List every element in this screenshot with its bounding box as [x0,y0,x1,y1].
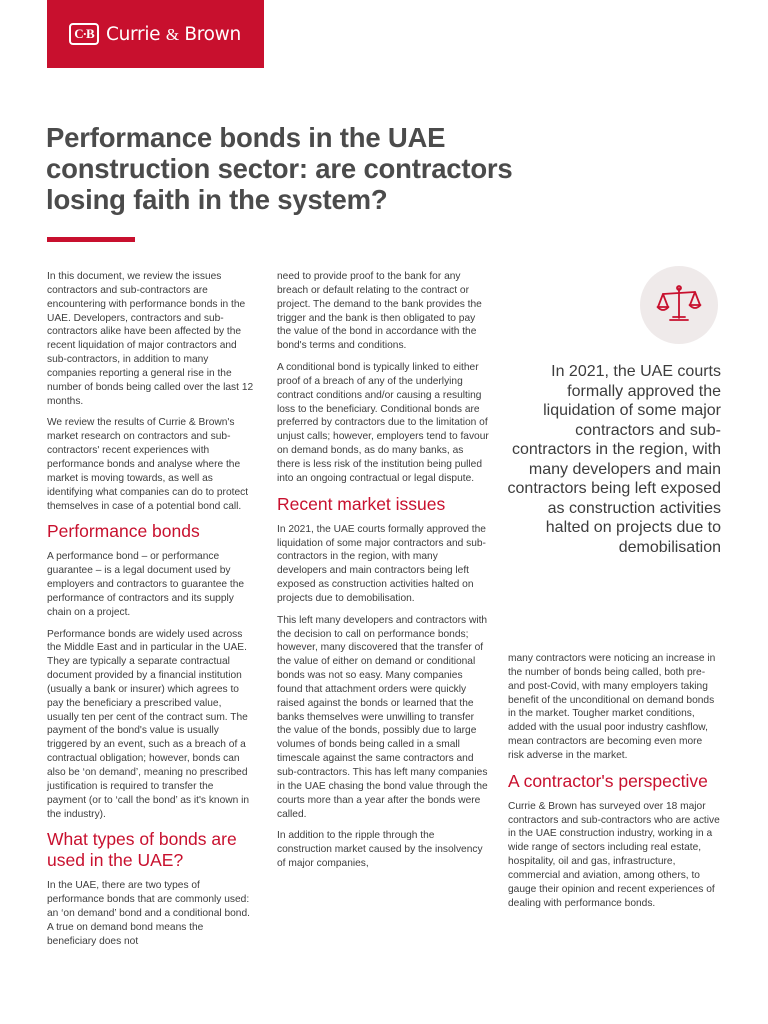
heading-bond-types: What types of bonds are used in the UAE? [47,829,237,871]
column-middle [277,270,489,879]
market-conditions-paragraph: many contractors were noticing an increase in the number of bonds being called, both pre- and post-Covid, with many employers taking benefit of the unconditional on demand bonds in the market. Tougher market conditions, added with the usual poor industry cashflow, mean contractors are becoming even more risk adverse in the market. [508,653,716,761]
logo-text [106,24,241,45]
bond-calls-paragraph: This left many developers and contractors with the decision to call on performance bonds; however, many discovered that the transfer of the value of either on demand or conditional bonds was not so easy. Many companies found that attachment orders were quickly raised against the bonds or learned that the banks themselves were unwilling to transfer the value of the bonds, possibly due to large volumes of bonds being called in a small timescale against the same contractors and sub-contractors. This has left many companies in the UAE chasing the bond value through the courts more than a year after the bonds were called. [277,614,488,820]
scales-icon [656,282,702,328]
document-title: Performance bonds in the UAE construction sector: are contractors losing faith in the system? [46,122,513,215]
scales-badge [640,266,718,344]
title-rule [47,237,135,242]
logo-name-part2: Brown [178,23,241,45]
intro-paragraph: In this document, we review the issues contractors and sub-contractors are encountering with performance bonds in the UAE. Developers, contractors and sub-contractors alike have been affected by the recent liquidation of major contractors and sub-contractors, in addition to many companies reporting a general rise in the number of bonds being called over the last 12 months. [47,271,254,407]
survey-paragraph: Currie & Brown has surveyed over 18 major contractors and sub-contractors who are active in the UAE construction industry, working in a wide range of sectors including real estate, hospitality, oil and gas, infrastructure, commercial and aviation, among others, to gauge their opinion and recent experiences of dealing with performance bonds. [508,800,720,909]
usage-paragraph: Performance bonds are widely used across the Middle East and in particular in the UAE. They are typically a separate contractual document provided by a financial institution (usually a bank or insurer) which agrees to pay the beneficiary a prescribed value, usually ten per cent of the contract sum. The payment of the bond's value is usually triggered by an event, such as a breach of a contractual obligation; however, bonds can also be ‘on demand’, meaning no prescribed justification is required to transfer the payment (or to ‘call the bond’ as it's known in the industry). [47,628,250,820]
conditional-bond-paragraph: A conditional bond is typically linked to either proof of a breach of any of the underlying contract conditions and/or causing a resulting loss to the beneficiary. Conditional bonds are preferred by contractors due to the limitation of unjust calls; however, employers tend to favour on demand bonds, as do many banks, as there is less risk of the institution being pulled into an ongoing contractual or legal dispute. [277,362,489,484]
heading-recent-market-issues: Recent market issues [277,493,446,514]
ripple-paragraph: In addition to the ripple through the construction market caused by the insolvency of major companies, [277,830,483,870]
logo-name-part1: Currie [106,23,166,45]
logo-ampersand: & [165,24,179,44]
column-right [508,652,720,919]
heading-performance-bonds: Performance bonds [47,521,200,542]
research-paragraph: We review the results of Currie & Brown's market research on contractors and sub-contractors' recent experiences with performance bonds and analyse where the market is moving towards, as well as identifying what companies can do to protect themselves in case of a potential bond call. [47,417,249,512]
brand-logo [47,0,264,68]
on-demand-paragraph: need to provide proof to the bank for any breach or default relating to the contract or project. The demand to the bank provides the trigger and the bank is then obligated to pay the value of the bond in accordance with the bond's terms and conditions. [277,271,482,352]
pull-quote: In 2021, the UAE courts formally approved the liquidation of some major contractors and sub-contractors in the region, with many developers and main contractors being left exposed as construction activities halted on projects due to demobilisation [507,363,721,556]
heading-contractors-perspective: A contractor's perspective [508,770,708,791]
liquidation-paragraph: In 2021, the UAE courts formally approved the liquidation of some major contractors and sub-contractors in the region, with many developers and main contractors being left exposed as construction activities halted on projects due to demobilisation. [277,523,486,604]
column-left [47,270,255,957]
definition-paragraph: A performance bond – or performance guarantee – is a legal document used by employers and contractors to guarantee the performance of contractors and its supply chain on a project. [47,551,245,618]
logo-mark: C·B [69,23,99,45]
bond-types-paragraph: In the UAE, there are two types of performance bonds that are commonly used: an ‘on demand’ bond and a conditional bond. A true on demand bond means the beneficiary does not [47,880,250,947]
